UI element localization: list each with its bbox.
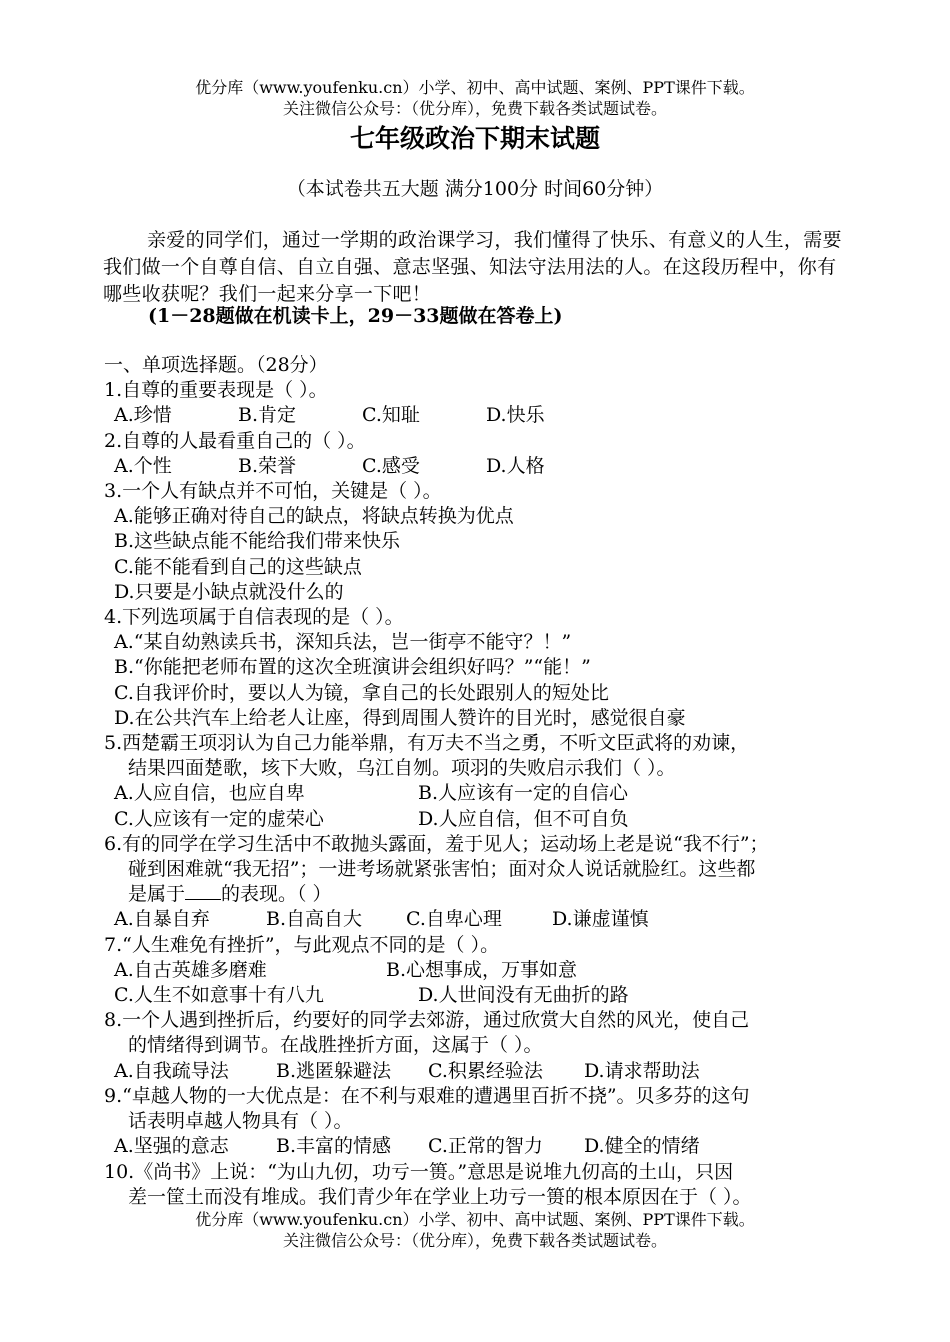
option-d: D.快乐	[486, 404, 545, 427]
page-footer	[0, 1209, 950, 1251]
question-options	[104, 1059, 864, 1084]
option-c: C.人应该有一定的虚荣心	[114, 807, 324, 830]
question-8	[104, 1008, 864, 1084]
fill-blank	[185, 883, 221, 900]
option-d: D.人世间没有无曲折的路	[418, 984, 629, 1007]
question-stem-continued: 的情绪得到调节。在战胜挫折方面，这属于（ ）。	[128, 1034, 543, 1057]
question-6	[104, 832, 864, 933]
question-7	[104, 933, 864, 1009]
question-2	[104, 429, 864, 479]
option-c: C.感受	[362, 454, 420, 477]
exam-title: 七年级政治下期末试题	[349, 124, 600, 153]
option-c: C.自卑心理	[406, 908, 502, 931]
question-stem: 6.有的同学在学习生活中不敢抛头露面，羞于见人；运动场上老是说“我不行”；	[104, 832, 769, 855]
question-3	[104, 479, 864, 605]
option-b: B.人应该有一定的自信心	[418, 782, 629, 805]
question-stem: 3.一个人有缺点并不可怕，关键是（ ）。	[104, 480, 442, 503]
footer-line-2: 关注微信公众号：（优分库），免费下载各类试题试卷。	[282, 1231, 667, 1250]
exam-subtitle: （本试卷共五大题 满分100分 时间60分钟）	[286, 178, 664, 200]
option-d: D.健全的情绪	[584, 1135, 700, 1158]
option-d: D.只要是小缺点就没什么的	[114, 580, 344, 603]
question-10	[104, 1160, 864, 1210]
option-a: A.坚强的意志	[114, 1135, 229, 1158]
option-b: B.这些缺点能不能给我们带来快乐	[114, 530, 401, 553]
question-stem-continued: 话表明卓越人物具有（ ）。	[128, 1110, 353, 1133]
option-b: B.肯定	[238, 404, 297, 427]
question-stem-continued: 碰到困难就“我无招”；一进考场就紧张害怕；面对众人说话就脸红。这些都	[128, 858, 756, 881]
answer-note: (1－28题做在机读卡上，29－33题做在答卷上)	[148, 305, 563, 327]
option-a: A.自我疏导法	[114, 1059, 229, 1082]
question-options	[104, 807, 864, 832]
question-options	[104, 958, 864, 983]
question-options	[104, 983, 864, 1008]
question-stem: 10.《尚书》上说：“为山九仞，功亏一篑。”意思是说堆九仞高的土山，只因	[104, 1160, 734, 1183]
question-options	[104, 403, 864, 428]
intro-paragraph: 亲爱的同学们，通过一学期的政治课学习，我们懂得了快乐、有意义的人生，需要我们做一个自尊自信、自立自强、意志坚强、知法守法用法的人。在这段历程中，你有哪些收获呢？我们一起来分享一下吧！	[103, 229, 842, 305]
option-a: A.能够正确对待自己的缺点，将缺点转换为优点	[114, 505, 514, 528]
question-options	[104, 454, 864, 479]
option-c: C.自我评价时，要以人为镜，拿自己的长处跟别人的短处比	[114, 681, 609, 704]
question-stem-continued	[104, 882, 864, 907]
question-5	[104, 731, 864, 832]
page-header	[0, 77, 950, 119]
header-line-2: 关注微信公众号：（优分库），免费下载各类试题试卷。	[282, 99, 667, 118]
header-line-1: 优分库（www.youfenku.cn）小学、初中、高中试题、案例、PPT课件下载。	[195, 78, 755, 97]
question-stem: 8.一个人遇到挫折后，约要好的同学去郊游，通过欣赏大自然的风光，使自己	[104, 1009, 750, 1032]
question-options	[104, 907, 864, 932]
question-stem-continued: 结果四面楚歌，垓下大败，乌江自刎。项羽的失败启示我们（ ）。	[128, 757, 676, 780]
option-a: A.“某自幼熟读兵书，深知兵法，岂一街亭不能守？！”	[114, 631, 572, 654]
stem-text: 是属于	[128, 883, 186, 906]
section-heading: 一、单项选择题。（28分）	[104, 354, 328, 376]
option-d: D.人格	[486, 454, 545, 477]
option-a: A.自暴自弃	[114, 908, 210, 931]
question-stem: 2.自尊的人最看重自己的（ ）。	[104, 429, 366, 452]
option-a: A.人应自信，也应自卑	[114, 782, 305, 805]
option-d: D.请求帮助法	[584, 1059, 700, 1082]
option-a: A.珍惜	[114, 404, 172, 427]
option-b: B.心想事成，万事如意	[386, 958, 578, 981]
question-options	[104, 781, 864, 806]
question-9	[104, 1084, 864, 1160]
option-c: C.积累经验法	[428, 1059, 543, 1082]
option-c: C.人生不如意事十有八九	[114, 984, 324, 1007]
option-c: C.能不能看到自己的这些缺点	[114, 555, 362, 578]
question-4	[104, 605, 864, 731]
question-stem: 7.“人生难免有挫折”，与此观点不同的是（ ）。	[104, 933, 500, 956]
option-b: B.自高自大	[266, 908, 363, 931]
option-b: B.荣誉	[238, 454, 297, 477]
question-1	[104, 378, 864, 428]
option-d: D.人应自信，但不可自负	[418, 807, 629, 830]
question-stem-continued: 差一筐土而没有堆成。我们青少年在学业上功亏一篑的根本原因在于（ ）。	[128, 1185, 752, 1208]
question-options	[104, 1134, 864, 1159]
option-c: C.知耻	[362, 404, 420, 427]
option-a: A.自古英雄多磨难	[114, 958, 267, 981]
option-b: B.逃匿躲避法	[276, 1059, 392, 1082]
option-d: D.谦虚谨慎	[552, 908, 649, 931]
question-stem: 9.“卓越人物的一大优点是：在不利与艰难的遭遇里百折不挠”。贝多芬的这句	[104, 1084, 750, 1107]
question-stem: 4.下列选项属于自信表现的是（ ）。	[104, 606, 404, 629]
question-stem: 1.自尊的重要表现是（ ）。	[104, 379, 328, 402]
stem-text: 的表现。（ ）	[221, 883, 332, 906]
option-c: C.正常的智力	[428, 1135, 543, 1158]
option-a: A.个性	[114, 454, 172, 477]
option-b: B.“你能把老师布置的这次全班演讲会组织好吗？”“能！”	[114, 656, 591, 679]
question-list	[104, 353, 864, 1210]
option-d: D.在公共汽车上给老人让座，得到周围人赞许的目光时，感觉很自豪	[114, 706, 686, 729]
footer-line-1: 优分库（www.youfenku.cn）小学、初中、高中试题、案例、PPT课件下载。	[195, 1210, 755, 1229]
option-b: B.丰富的情感	[276, 1135, 392, 1158]
question-stem: 5.西楚霸王项羽认为自己力能举鼎，有万夫不当之勇，不听文臣武将的劝谏，	[104, 732, 750, 755]
